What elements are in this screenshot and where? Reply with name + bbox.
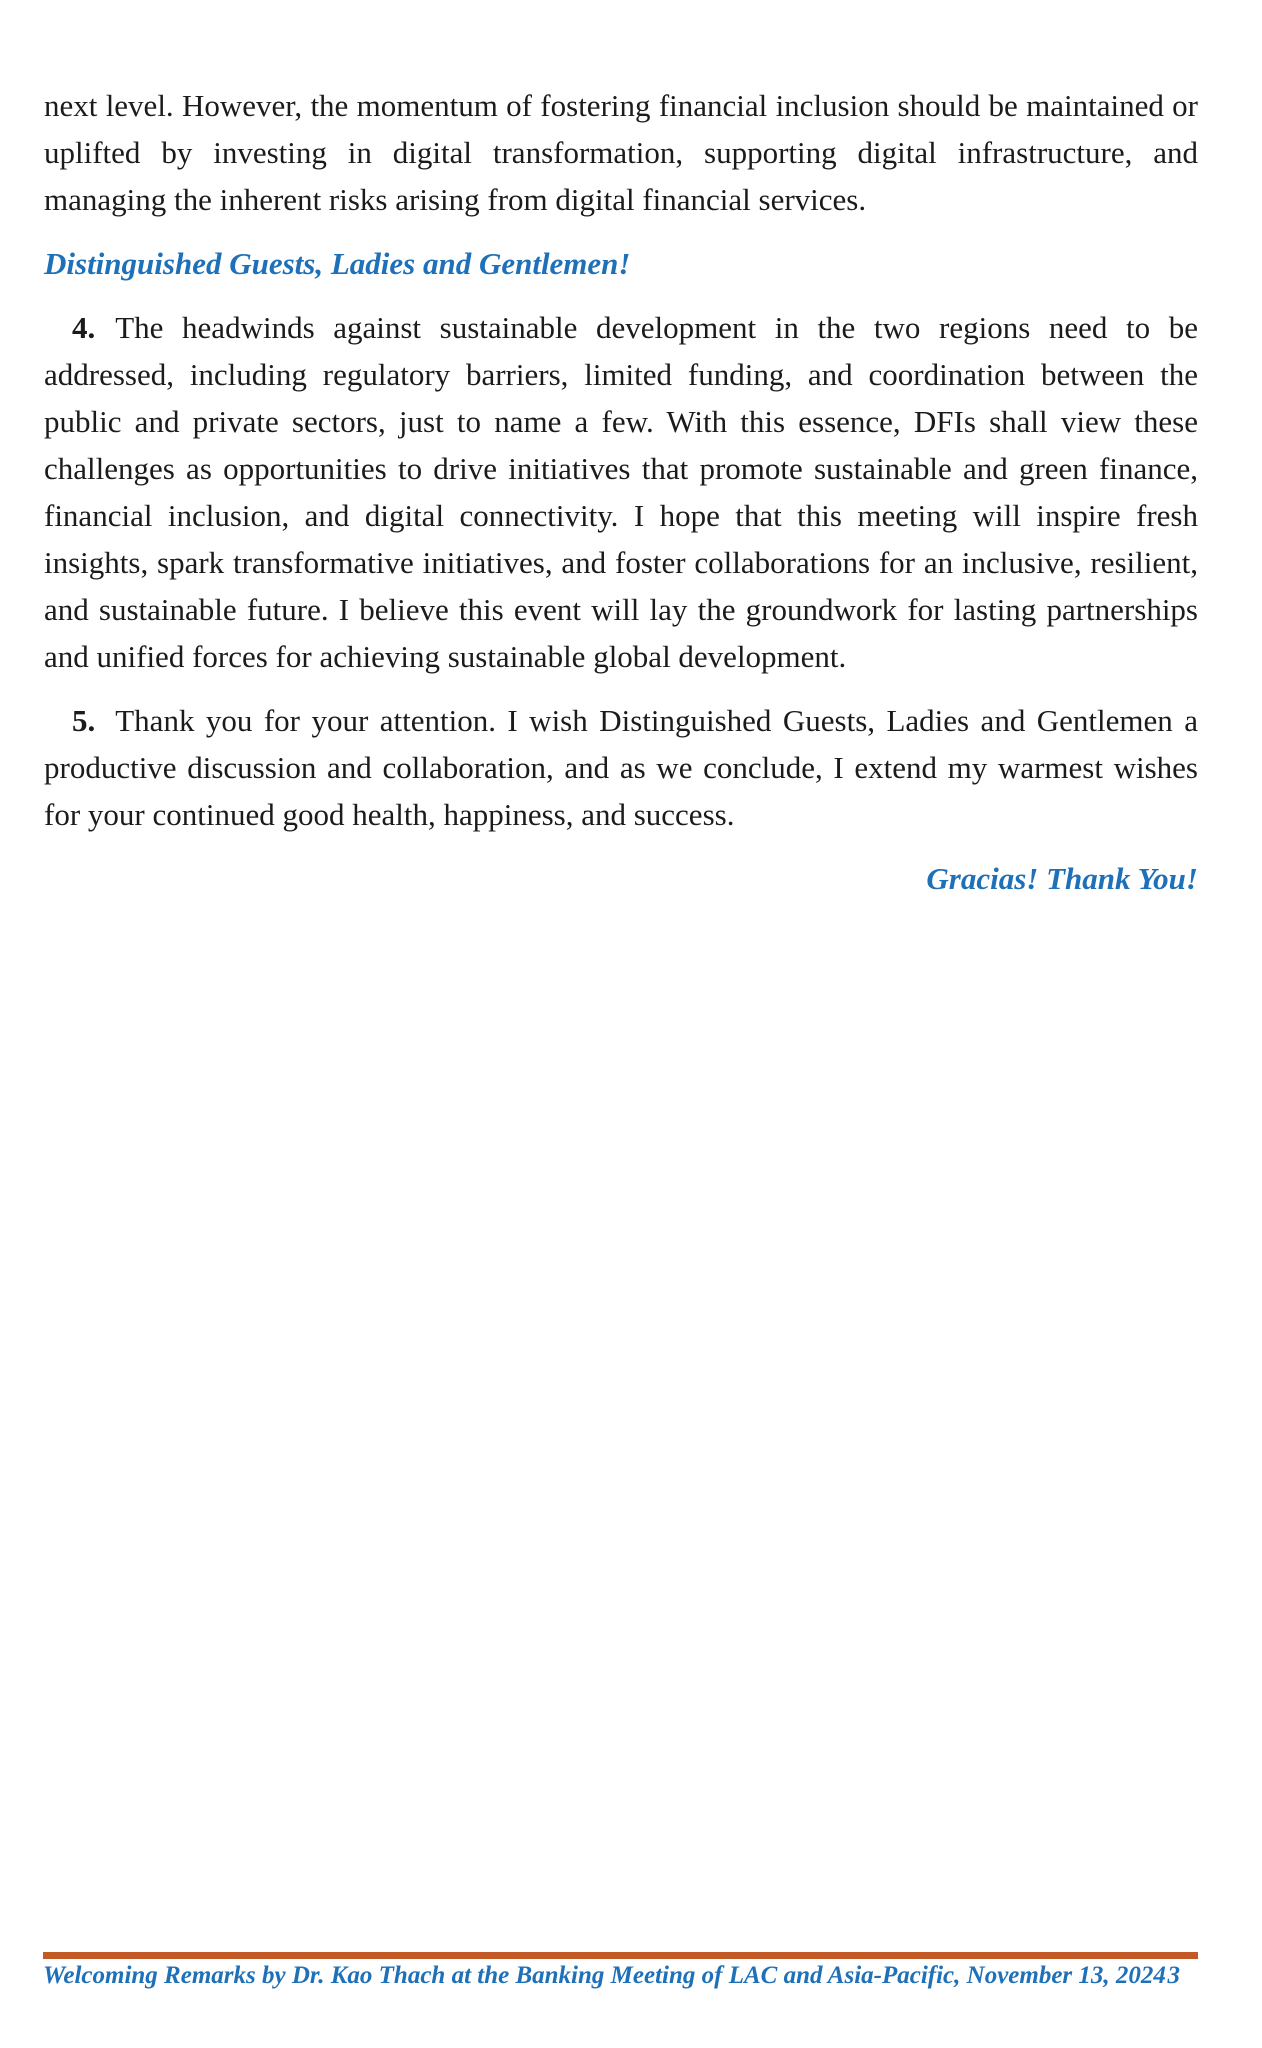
- paragraph-5-text: Thank you for your attention. I wish Distinguished Guests, Ladies and Gentlemen a productive discussion and collaboration, and as we conclude, I extend my warmest wishes for your continued good health, happiness, and success.: [44, 703, 1198, 832]
- footer-rule: [43, 1952, 1198, 1959]
- paragraph-4-number: 4.: [72, 310, 96, 345]
- page-footer: [43, 1952, 1198, 1990]
- paragraph-4-text: The headwinds against sustainable development in the two regions need to be addressed, including regulatory barriers, limited funding, and coordination between the public and private sectors, just to name a few. With this essence, DFIs shall view these challenges as opportunities to drive initiatives that promote sustainable and green finance, financial inclusion, and digital connectivity. I hope that this meeting will inspire fresh insights, spark transformative initiatives, and foster collaborations for an inclusive, resilient, and sustainable future. I believe this event will lay the groundwork for lasting partnerships and unified forces for achieving sustainable global development.: [44, 310, 1198, 674]
- footer-title: Welcoming Remarks by Dr. Kao Thach at the Banking Meeting of LAC and Asia-Pacific, November 13, 2024: [43, 1962, 1166, 1989]
- intro-paragraph: next level. However, the momentum of fostering financial inclusion should be maintained or uplifted by investing in digital transformation, supporting digital infrastructure, and managing the inherent risks arising from digital financial services.: [44, 88, 1198, 217]
- page-number: 3: [1167, 1962, 1180, 1989]
- paragraph-5-number: 5.: [72, 703, 96, 738]
- footer-row: [43, 1962, 1198, 1990]
- paragraph-4: [44, 304, 1198, 680]
- closing-line: Gracias! Thank You!: [926, 861, 1198, 896]
- document-body: [44, 82, 1198, 919]
- paragraph-5: [44, 697, 1198, 838]
- section-heading: Distinguished Guests, Ladies and Gentlemen!: [44, 246, 631, 281]
